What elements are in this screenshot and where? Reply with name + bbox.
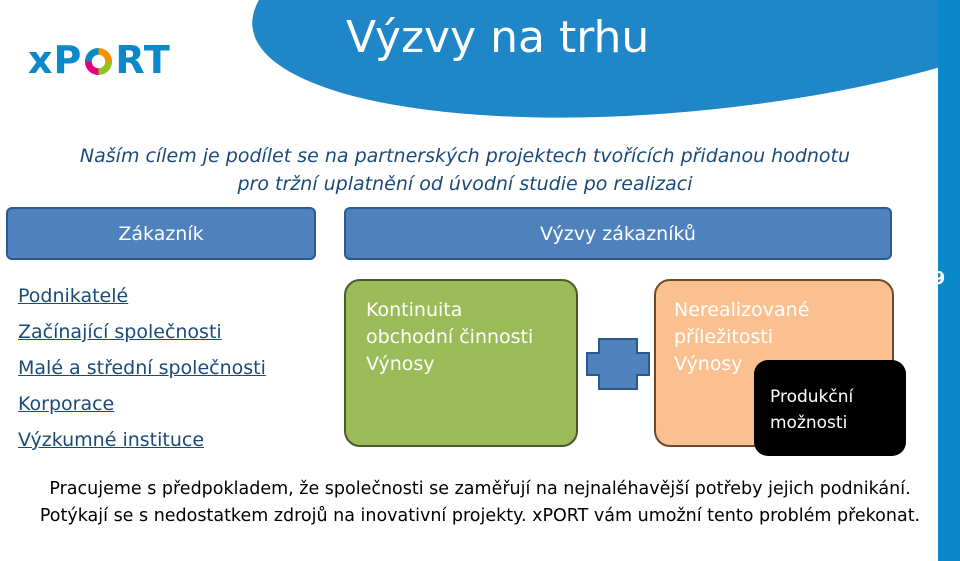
box-kontinuita <box>344 279 578 447</box>
box-kontinuita-line-3: Výnosy <box>366 353 435 375</box>
intro-line-1: Naším cílem je podílet se na partnerských projektech tvořících přidanou hodnotu <box>79 145 851 167</box>
xport-logo <box>28 38 171 82</box>
page-title: Výzvy na trhu <box>346 12 650 63</box>
slide-number: 9 <box>932 268 946 289</box>
box-nerealizovane-line-3: Výnosy <box>674 353 743 375</box>
bottom-text <box>0 476 960 530</box>
logo-letter-p: P <box>53 38 83 82</box>
logo-letter-x: x <box>28 38 54 82</box>
box-produkcni-moznosti <box>754 360 906 456</box>
box-kontinuita-line-2: obchodní činnosti <box>366 326 534 348</box>
box-nerealizovane-line-1: Nerealizované <box>674 299 810 321</box>
bottom-line-1: Pracujeme s předpokladem, že společnosti se zaměřují na nejnaléhavější potřeby jejich podnikání. <box>49 479 911 499</box>
customer-link-vyzkumne-instituce[interactable]: Výzkumné instituce <box>18 429 205 451</box>
logo-letters-rt: RT <box>115 38 171 82</box>
box-produkcni-line-1: Produkční <box>770 387 854 407</box>
header-zakaznik: Zákazník <box>6 207 316 260</box>
customer-link-zacinajici-spolecnosti[interactable]: Začínající společnosti <box>18 321 222 343</box>
intro-line-2: pro tržní uplatnění od úvodní studie po realizaci <box>237 173 693 195</box>
logo-o-icon <box>83 42 114 73</box>
customer-link-podnikatele[interactable]: Podnikatelé <box>18 285 129 307</box>
box-produkcni-line-2: možnosti <box>770 413 848 433</box>
box-kontinuita-line-1: Kontinuita <box>366 299 463 321</box>
customer-list <box>18 281 266 461</box>
customer-link-korporace[interactable]: Korporace <box>18 393 115 415</box>
puzzle-connector-icon <box>585 335 651 393</box>
bottom-line-2: Potýkají se s nedostatkem zdrojů na inovativní projekty. xPORT vám umožní tento problém překonat. <box>39 506 921 526</box>
box-nerealizovane-line-2: příležitosti <box>674 326 774 348</box>
header-vyzvy-zakazniku: Výzvy zákazníků <box>344 207 892 260</box>
intro-text <box>0 142 930 198</box>
customer-link-male-a-stredni-spolecnosti[interactable]: Malé a střední společnosti <box>18 357 266 379</box>
